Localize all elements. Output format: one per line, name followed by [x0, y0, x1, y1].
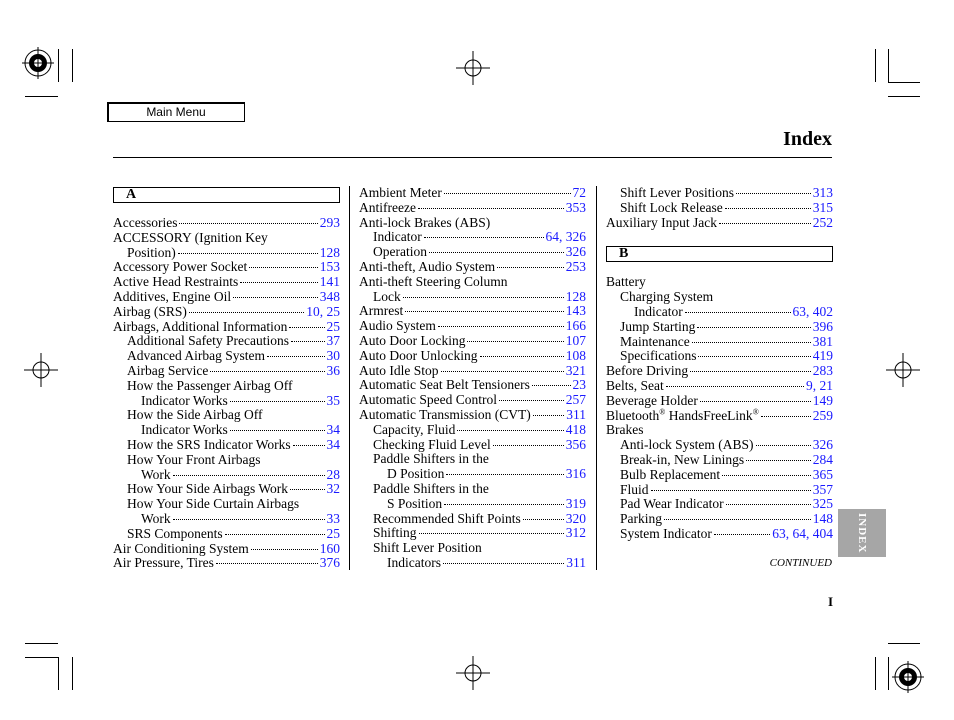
index-entry — [359, 452, 586, 467]
index-entry[interactable] — [606, 216, 833, 231]
index-entry[interactable] — [359, 364, 586, 379]
index-entry[interactable] — [359, 319, 586, 334]
index-entry-term: Indicator — [373, 229, 422, 245]
continued-note: CONTINUED — [769, 557, 832, 569]
index-entry-term: Fluid — [620, 481, 649, 497]
index-entry — [359, 216, 586, 231]
index-entry-term: Jump Starting — [620, 318, 696, 334]
index-page-link[interactable]: 10, 25 — [306, 303, 340, 319]
dot-leader — [533, 415, 564, 416]
index-page-link[interactable]: 30 — [326, 348, 340, 364]
index-entry[interactable] — [113, 320, 340, 335]
dot-leader — [725, 208, 811, 209]
index-tab-label: INDEX — [856, 512, 868, 554]
dot-leader — [499, 400, 564, 401]
index-entry[interactable] — [113, 275, 340, 290]
index-entry[interactable] — [113, 246, 340, 261]
index-page-link[interactable]: 33 — [326, 510, 340, 526]
dot-leader — [443, 563, 564, 564]
registration-target-icon — [892, 661, 924, 693]
index-entry-term: Recommended Shift Points — [373, 510, 521, 526]
dot-leader — [293, 445, 325, 446]
index-entry — [606, 290, 833, 305]
index-entry-term: How Your Front Airbags — [127, 451, 261, 467]
index-entry-term: Checking Fluid Level — [373, 436, 491, 452]
index-entry[interactable] — [606, 349, 833, 364]
index-entry-term: System Indicator — [620, 525, 712, 541]
index-page-link[interactable]: 357 — [812, 481, 833, 497]
dot-leader — [736, 193, 811, 194]
index-page-link[interactable]: 293 — [319, 215, 340, 230]
index-entry-term: Brakes — [606, 422, 644, 438]
dot-leader — [719, 223, 811, 224]
page-number: I — [828, 594, 834, 609]
index-page-link[interactable]: 36 — [326, 362, 340, 378]
index-entry[interactable] — [113, 556, 340, 571]
dot-leader — [692, 342, 811, 343]
index-page-link[interactable]: 153 — [319, 259, 340, 275]
index-page-link[interactable]: 312 — [565, 525, 586, 541]
dot-leader — [446, 474, 563, 475]
index-entry-term: Paddle Shifters in the — [373, 451, 489, 467]
index-entry-term: Antifreeze — [359, 199, 416, 215]
index-entry[interactable] — [359, 349, 586, 364]
index-entry-term: Shift Lever Positions — [620, 185, 734, 200]
section-gap — [606, 230, 833, 245]
dot-leader — [290, 489, 324, 490]
dot-leader — [230, 401, 325, 402]
index-entry-term: Shift Lock Release — [620, 199, 723, 215]
index-entry[interactable] — [113, 364, 340, 379]
index-page-link[interactable]: 128 — [319, 244, 340, 260]
index-entry-term: How Your Side Curtain Airbags — [127, 496, 300, 512]
index-entry-term: D Position — [387, 466, 445, 482]
index-entry-term: Bulb Replacement — [620, 466, 721, 482]
dot-leader — [726, 504, 811, 505]
index-entry — [359, 541, 586, 556]
index-page-link[interactable]: 128 — [565, 288, 586, 304]
index-entry[interactable] — [359, 393, 586, 408]
dot-leader — [178, 253, 318, 254]
index-entry[interactable] — [113, 394, 340, 409]
dot-leader — [173, 475, 325, 476]
index-page-link[interactable]: 35 — [326, 392, 340, 408]
index-page-link[interactable]: 23 — [572, 377, 586, 393]
index-page-link[interactable]: 143 — [565, 303, 586, 319]
index-page-link[interactable]: 166 — [565, 318, 586, 334]
index-entry-term: How the SRS Indicator Works — [127, 436, 291, 452]
index-entry — [359, 275, 586, 290]
dot-leader — [230, 430, 325, 431]
index-page-link[interactable]: 25 — [326, 318, 340, 334]
index-page-link[interactable]: 326 — [812, 437, 833, 453]
dot-leader — [240, 282, 318, 283]
dot-leader — [480, 356, 564, 357]
dot-leader — [714, 534, 770, 535]
index-page-link[interactable]: 376 — [319, 555, 340, 571]
dot-leader — [225, 534, 325, 535]
dot-leader — [664, 519, 811, 520]
index-entry[interactable] — [359, 497, 586, 512]
index-entry-term: Operation — [373, 244, 427, 260]
index-entry-term: Automatic Transmission (CVT) — [359, 406, 531, 422]
dot-leader — [403, 297, 564, 298]
dot-leader — [210, 371, 324, 372]
index-page-link[interactable]: 259 — [812, 407, 833, 423]
index-entry[interactable] — [359, 230, 586, 245]
index-page-link[interactable]: 365 — [812, 466, 833, 482]
index-page-link[interactable]: 28 — [326, 466, 340, 482]
index-page-link[interactable]: 253 — [565, 258, 586, 274]
index-entry[interactable] — [113, 349, 340, 364]
dot-leader — [722, 475, 811, 476]
index-page-link[interactable]: 257 — [565, 392, 586, 408]
dot-leader — [666, 386, 804, 387]
dot-leader — [761, 416, 811, 417]
index-entry[interactable] — [606, 468, 833, 483]
dot-leader — [523, 519, 564, 520]
index-entry-term: Indicator Works — [141, 392, 228, 408]
index-page-link[interactable]: 107 — [565, 332, 586, 348]
dot-leader — [173, 519, 325, 520]
index-entry-term: Automatic Seat Belt Tensioners — [359, 377, 530, 393]
index-entry-term: Anti-theft, Audio System — [359, 258, 496, 274]
index-entry-term: How the Passenger Airbag Off — [127, 377, 293, 393]
dot-leader — [179, 223, 317, 224]
index-page-link[interactable]: 72 — [572, 185, 586, 200]
dot-leader — [216, 563, 318, 564]
index-page-link[interactable]: 418 — [565, 421, 586, 437]
index-page-link[interactable]: 283 — [812, 363, 833, 379]
index-page-link[interactable]: 34 — [326, 422, 340, 438]
index-entry — [113, 497, 340, 512]
index-entry-term: Airbag Service — [127, 362, 209, 378]
index-page-link[interactable]: 381 — [812, 333, 833, 349]
index-page-link[interactable]: 63, 64, 404 — [772, 525, 833, 541]
crosshair-icon — [24, 353, 58, 387]
index-page-link[interactable]: 284 — [812, 451, 833, 467]
index-entry-term: Armrest — [359, 303, 404, 319]
index-page-link[interactable]: 141 — [319, 274, 340, 290]
index-entry-term: Shift Lever Position — [373, 540, 482, 556]
index-entry[interactable] — [113, 216, 340, 231]
dot-leader — [438, 326, 564, 327]
index-entry-term: Break-in, New Linings — [620, 451, 745, 467]
index-entry[interactable] — [113, 423, 340, 438]
dot-leader — [700, 401, 811, 402]
index-entry-term: ACCESSORY (Ignition Key — [113, 229, 268, 245]
index-entry-term: Position) — [127, 244, 176, 260]
index-entry[interactable] — [359, 260, 586, 275]
index-entry[interactable] — [606, 186, 833, 201]
dot-leader — [189, 312, 304, 313]
index-entry[interactable] — [606, 438, 833, 453]
index-page-link[interactable]: 108 — [565, 347, 586, 363]
column-divider — [349, 186, 350, 570]
index-entry — [113, 453, 340, 468]
dot-leader — [685, 312, 791, 313]
index-entry-term: Charging System — [620, 289, 714, 305]
dot-leader — [690, 371, 811, 372]
index-page-link[interactable]: 325 — [812, 496, 833, 512]
index-entry-term: Belts, Seat — [606, 377, 664, 393]
index-entry-term: S Position — [387, 495, 443, 511]
index-page-link[interactable]: 149 — [812, 392, 833, 408]
dot-leader — [698, 356, 810, 357]
dot-leader — [249, 267, 318, 268]
index-entry-term: Indicator — [634, 303, 683, 319]
index-entry[interactable] — [359, 334, 586, 349]
index-page-link[interactable]: 321 — [565, 362, 586, 378]
index-page-link[interactable]: 311 — [566, 406, 586, 422]
dot-leader — [251, 549, 318, 550]
index-entry[interactable] — [606, 364, 833, 379]
index-entry[interactable] — [113, 468, 340, 483]
index-entry-term: SRS Components — [127, 525, 223, 541]
index-column-1 — [113, 186, 340, 571]
index-entry-term: Bluetooth® HandsFreeLink® — [606, 407, 759, 423]
index-entry — [359, 482, 586, 497]
index-entry[interactable] — [606, 527, 833, 542]
index-entry-term: Advanced Airbag System — [127, 348, 265, 364]
page-title: Index — [783, 128, 832, 150]
index-entry[interactable] — [113, 438, 340, 453]
index-entry-term: Work — [141, 466, 171, 482]
index-page-link[interactable]: 160 — [319, 540, 340, 556]
index-column-2 — [359, 186, 586, 571]
index-page-link[interactable]: 25 — [326, 525, 340, 541]
index-entry[interactable] — [606, 320, 833, 335]
index-entry[interactable] — [359, 556, 586, 571]
registration-target-icon — [22, 47, 54, 79]
section-letter-heading: A — [113, 187, 340, 203]
index-entry-term: Indicator Works — [141, 422, 228, 438]
index-entry-term: How the Side Airbag Off — [127, 407, 263, 423]
index-entry-term: Paddle Shifters in the — [373, 480, 489, 496]
index-page-link[interactable]: 313 — [812, 185, 833, 200]
crosshair-icon — [886, 353, 920, 387]
dot-leader — [291, 341, 325, 342]
dot-leader — [493, 445, 564, 446]
index-entry-term: Pad Wear Indicator — [620, 496, 724, 512]
index-entry[interactable] — [113, 290, 340, 305]
index-page-link[interactable]: 319 — [565, 495, 586, 511]
index-page-link[interactable]: 9, 21 — [806, 377, 833, 393]
index-page-link[interactable]: 311 — [566, 554, 586, 570]
dot-leader — [756, 445, 811, 446]
dot-leader — [405, 311, 564, 312]
column-divider — [596, 186, 597, 570]
dot-leader — [424, 237, 544, 238]
dot-leader — [289, 327, 324, 328]
index-page-link[interactable]: 320 — [565, 510, 586, 526]
index-page-link[interactable]: 148 — [812, 511, 833, 527]
index-entry-term: Before Driving — [606, 363, 689, 379]
index-entry[interactable] — [359, 186, 586, 201]
dot-leader — [697, 327, 810, 328]
index-entry[interactable] — [359, 290, 586, 305]
index-page-link[interactable]: 37 — [326, 333, 340, 349]
dot-leader — [746, 460, 811, 461]
index-tab[interactable] — [838, 509, 886, 557]
index-entry-term: Battery — [606, 274, 646, 290]
index-entry[interactable] — [606, 335, 833, 350]
index-entry[interactable] — [359, 245, 586, 260]
dot-leader — [441, 371, 564, 372]
index-entry-term: Parking — [620, 511, 662, 527]
index-entry[interactable] — [113, 512, 340, 527]
index-entry-term: Ambient Meter — [359, 185, 442, 200]
index-entry-term: Work — [141, 510, 171, 526]
dot-leader — [444, 504, 564, 505]
index-entry[interactable] — [359, 378, 586, 393]
dot-leader — [418, 208, 564, 209]
dot-leader — [467, 341, 563, 342]
index-entry[interactable] — [606, 512, 833, 527]
index-page-link[interactable]: 252 — [812, 214, 833, 230]
index-entry[interactable] — [606, 394, 833, 409]
index-entry-term: Airbags, Additional Information — [113, 318, 288, 334]
index-entry[interactable] — [359, 408, 586, 423]
index-page-link[interactable]: 419 — [812, 348, 833, 364]
dot-leader — [233, 297, 318, 298]
index-entry-term: Lock — [373, 288, 401, 304]
index-entry-term: Anti-lock Brakes (ABS) — [359, 214, 491, 230]
dot-leader — [267, 356, 325, 357]
index-entry[interactable] — [113, 542, 340, 557]
index-entry[interactable] — [606, 497, 833, 512]
index-page-link[interactable]: 64, 326 — [545, 229, 586, 245]
index-entry-term: Beverage Holder — [606, 392, 698, 408]
dot-leader — [457, 430, 563, 431]
crosshair-icon — [456, 656, 490, 690]
index-entry-term: Capacity, Fluid — [373, 421, 456, 437]
index-entry-term: Indicators — [387, 554, 441, 570]
index-entry-term: Active Head Restraints — [113, 274, 239, 290]
index-entry-term: Air Pressure, Tires — [113, 555, 214, 571]
index-column-3 — [606, 186, 833, 542]
index-entry[interactable] — [359, 526, 586, 541]
index-entry-term: Audio System — [359, 318, 436, 334]
dot-leader — [429, 252, 564, 253]
index-entry[interactable] — [113, 527, 340, 542]
index-entry — [113, 379, 340, 394]
index-entry[interactable] — [113, 482, 340, 497]
dot-leader — [419, 533, 564, 534]
index-entry-term: Auto Idle Stop — [359, 362, 439, 378]
dot-leader — [444, 193, 571, 194]
index-page-link[interactable]: 63, 402 — [792, 303, 833, 319]
index-page-link[interactable]: 348 — [319, 288, 340, 304]
index-entry — [113, 231, 340, 246]
index-entry[interactable] — [606, 483, 833, 498]
index-entry[interactable] — [359, 201, 586, 216]
index-entry — [113, 408, 340, 423]
index-page-link[interactable]: 326 — [565, 244, 586, 260]
index-entry-term: Specifications — [620, 348, 697, 364]
index-entry-term: Auxiliary Input Jack — [606, 214, 717, 230]
index-page-link[interactable]: 396 — [812, 318, 833, 334]
index-entry[interactable] — [113, 334, 340, 349]
dot-leader — [497, 267, 564, 268]
index-entry-term: Auto Door Unlocking — [359, 347, 478, 363]
index-entry[interactable] — [113, 305, 340, 320]
index-page-link[interactable]: 316 — [565, 466, 586, 482]
index-entry-term: Accessories — [113, 215, 178, 230]
index-page-link[interactable]: 315 — [812, 199, 833, 215]
index-entry[interactable] — [359, 423, 586, 438]
index-entry-term: Shifting — [373, 525, 417, 541]
crosshair-icon — [456, 51, 490, 85]
index-entry[interactable] — [359, 438, 586, 453]
dot-leader — [651, 490, 811, 491]
index-entry-term: Additional Safety Precautions — [127, 333, 289, 349]
index-page-link[interactable]: 32 — [326, 481, 340, 497]
index-page-link[interactable]: 34 — [326, 436, 340, 452]
dot-leader — [532, 385, 571, 386]
index-entry-term: Airbag (SRS) — [113, 303, 187, 319]
index-entry[interactable] — [606, 379, 833, 394]
index-entry-term: Accessory Power Socket — [113, 259, 248, 275]
index-page-link[interactable]: 356 — [565, 436, 586, 452]
index-entry-term: Automatic Speed Control — [359, 392, 497, 408]
index-entry — [606, 423, 833, 438]
index-entry-term: Anti-theft Steering Column — [359, 273, 508, 289]
index-entry[interactable] — [359, 512, 586, 527]
index-entry-term: Anti-lock System (ABS) — [620, 437, 754, 453]
index-entry[interactable] — [113, 260, 340, 275]
index-entry-term: How Your Side Airbags Work — [127, 481, 289, 497]
index-entry-term: Auto Door Locking — [359, 332, 466, 348]
index-entry — [606, 275, 833, 290]
index-entry-term: Maintenance — [620, 333, 690, 349]
title-divider — [113, 157, 832, 158]
section-letter-heading: B — [606, 246, 833, 262]
index-entry[interactable] — [359, 467, 586, 482]
index-entry[interactable] — [606, 453, 833, 468]
index-page-link[interactable]: 353 — [565, 199, 586, 215]
index-entry-term: Additives, Engine Oil — [113, 288, 232, 304]
index-entry[interactable] — [606, 201, 833, 216]
index-entry[interactable] — [606, 409, 833, 424]
index-entry[interactable] — [606, 305, 833, 320]
index-entry[interactable] — [359, 304, 586, 319]
main-menu-button[interactable]: Main Menu — [107, 102, 245, 122]
index-entry-term: Air Conditioning System — [113, 540, 249, 556]
